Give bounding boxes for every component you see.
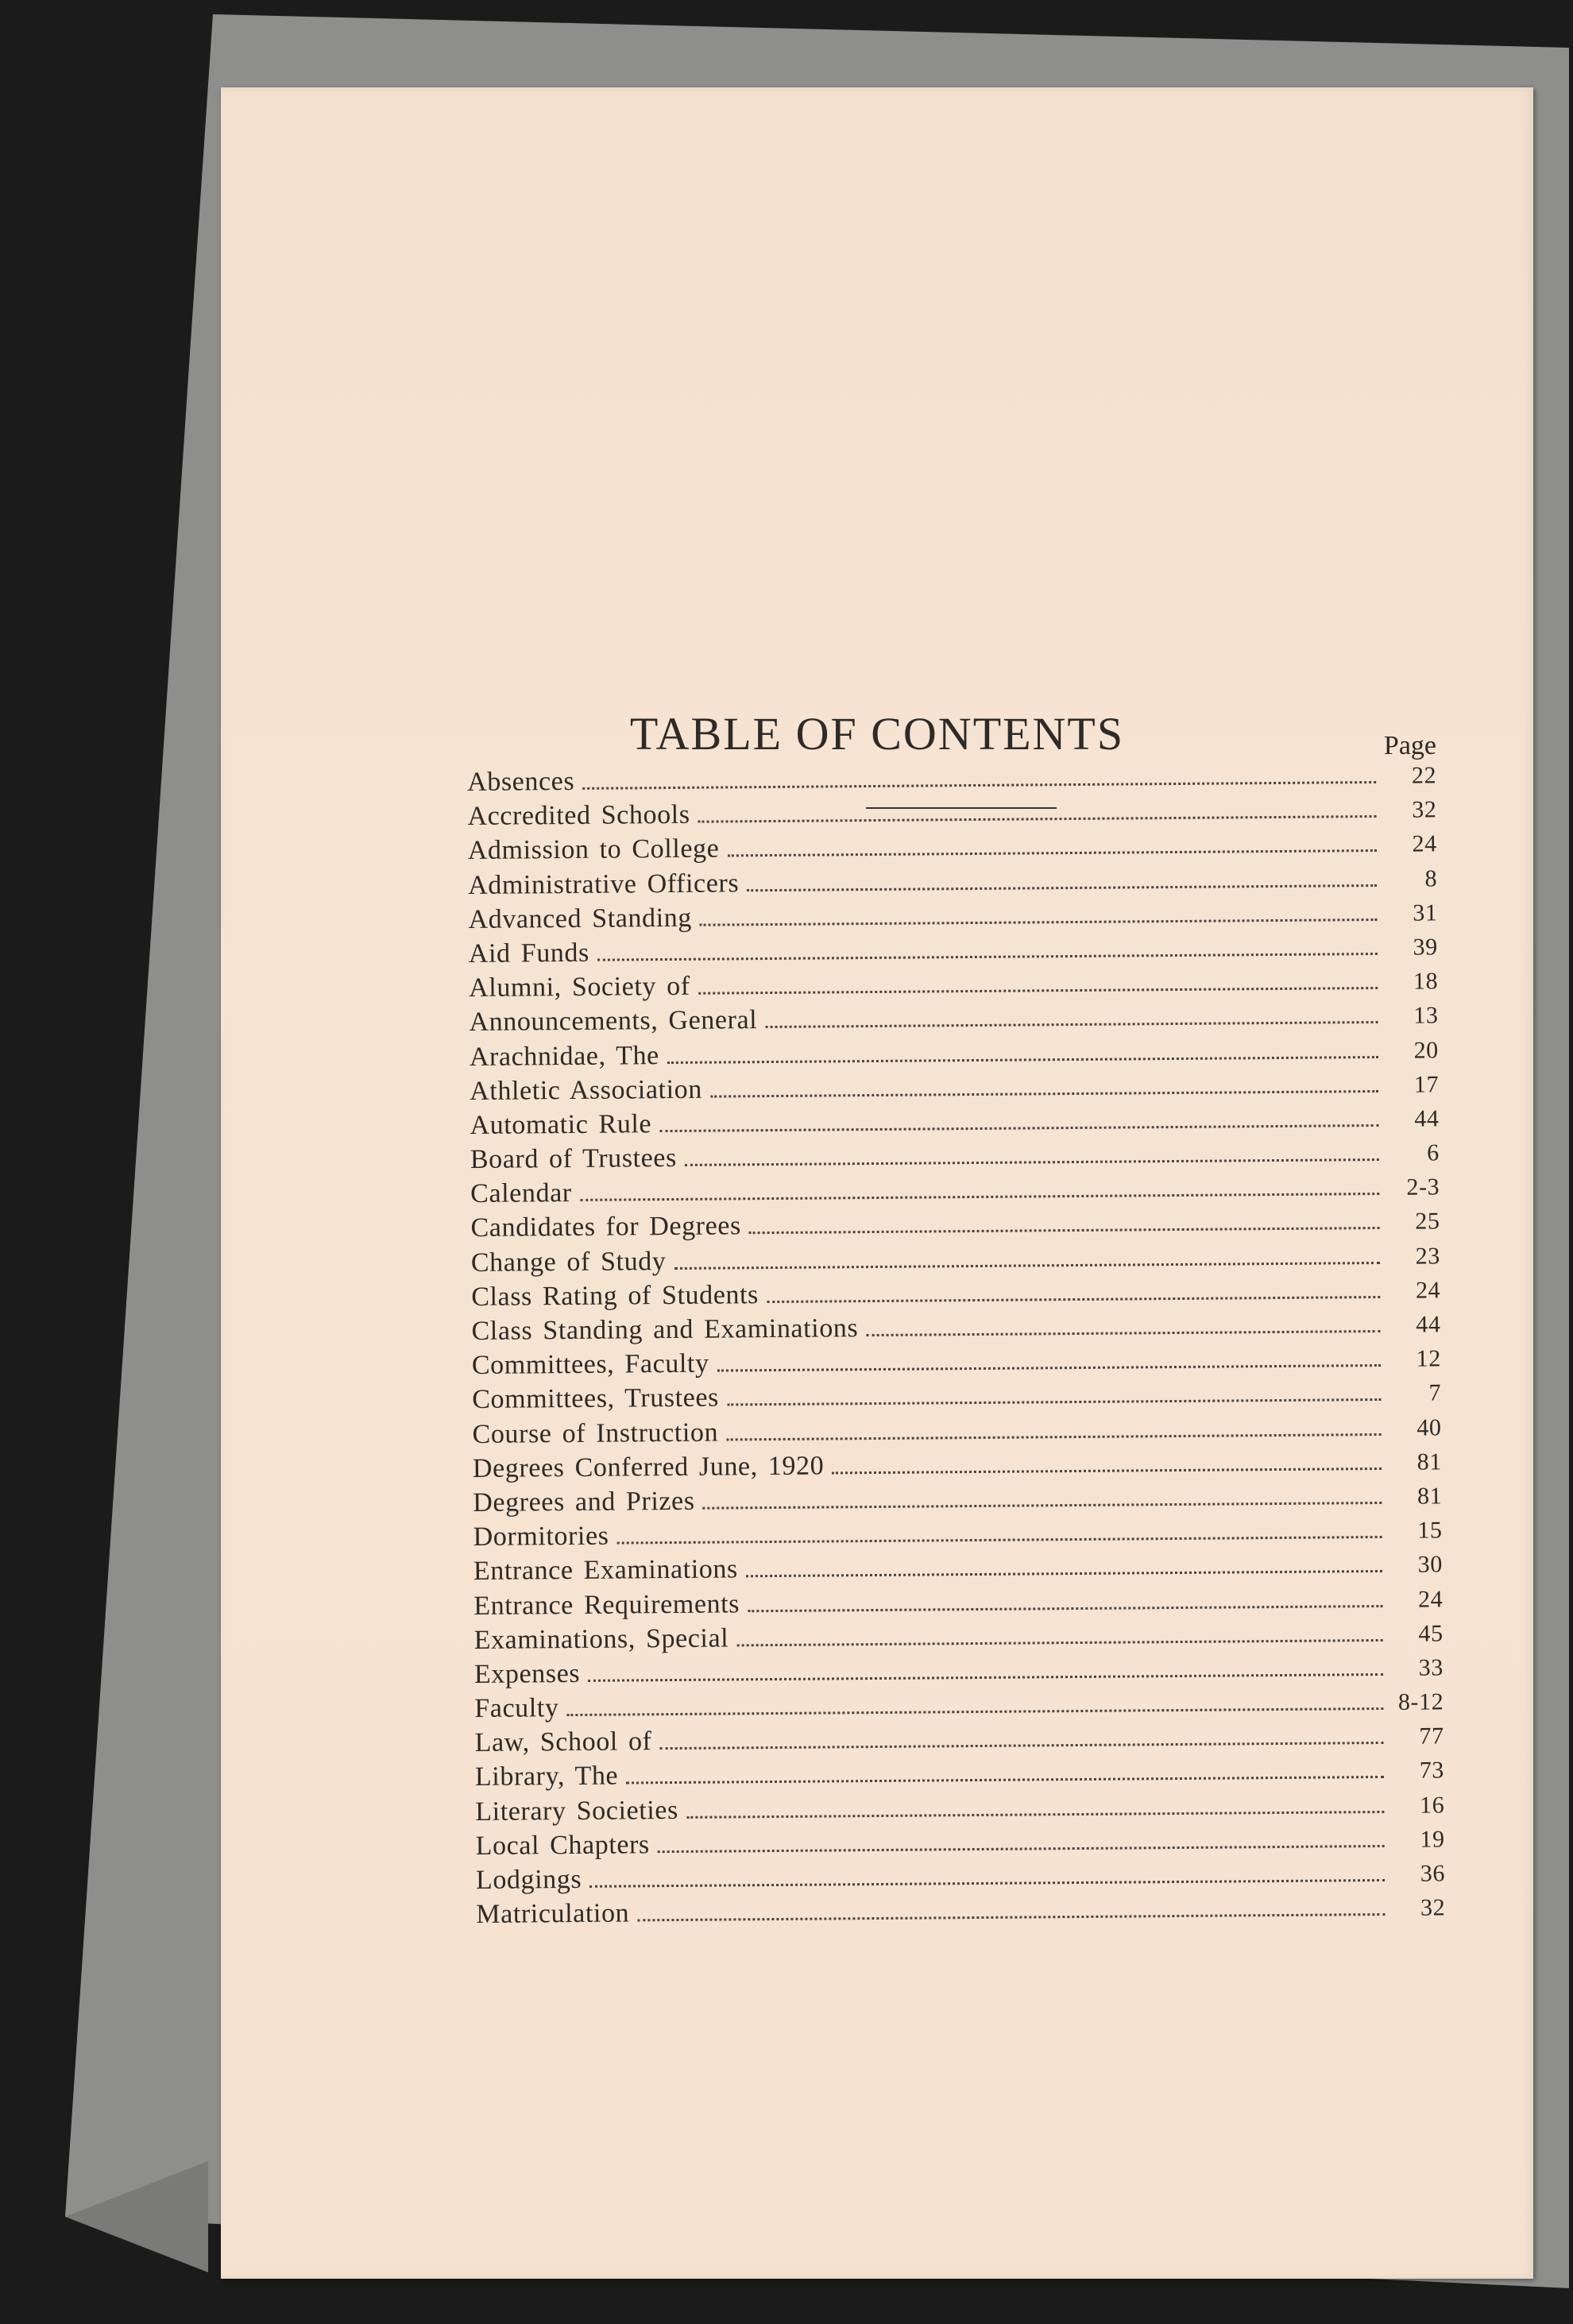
toc-entry-page: 32 bbox=[1420, 1894, 1446, 1921]
toc-entry-label: Expenses bbox=[473, 1658, 581, 1689]
toc-entry-label: Entrance Requirements bbox=[473, 1588, 740, 1621]
toc-entry-page: 44 bbox=[1414, 1105, 1440, 1132]
toc-entry-label: Absences bbox=[467, 766, 575, 797]
toc-entry-page: 24 bbox=[1417, 1585, 1444, 1613]
toc-entry-label: Athletic Association bbox=[470, 1074, 703, 1106]
toc-entry-page: 39 bbox=[1413, 934, 1438, 961]
dot-leader bbox=[582, 781, 1376, 790]
toc-entry-page: 32 bbox=[1412, 796, 1437, 823]
dot-leader bbox=[588, 1673, 1383, 1682]
dot-leader bbox=[617, 1536, 1382, 1545]
dot-leader bbox=[832, 1467, 1382, 1474]
dot-leader bbox=[659, 1124, 1378, 1132]
toc-entry-label: Dormitories bbox=[473, 1521, 609, 1553]
dot-leader bbox=[727, 1398, 1381, 1406]
dot-leader bbox=[685, 1158, 1379, 1166]
toc-entry-page: 2-3 bbox=[1406, 1174, 1440, 1201]
dot-leader bbox=[717, 1364, 1381, 1372]
dot-leader bbox=[710, 1090, 1378, 1098]
toc-entry-label: Administrative Officers bbox=[468, 868, 740, 900]
toc-entry-page: 19 bbox=[1420, 1826, 1445, 1853]
toc-entry-label: Candidates for Degrees bbox=[470, 1211, 742, 1243]
toc-entry-page: 12 bbox=[1416, 1345, 1442, 1372]
toc-entry-page: 15 bbox=[1417, 1517, 1443, 1544]
toc-entry-label: Alumni, Society of bbox=[469, 971, 690, 1003]
toc-entry-page: 17 bbox=[1413, 1071, 1440, 1098]
toc-entry-page: 81 bbox=[1416, 1448, 1443, 1475]
dot-leader bbox=[767, 1296, 1380, 1303]
dot-leader bbox=[674, 1262, 1379, 1270]
dot-leader bbox=[658, 1845, 1385, 1853]
toc-entry-page: 25 bbox=[1415, 1208, 1440, 1235]
toc-entry-label: Degrees and Prizes bbox=[473, 1486, 695, 1518]
dot-leader bbox=[597, 953, 1378, 961]
toc-entry-page: 33 bbox=[1418, 1654, 1444, 1681]
toc-entry-label: Aid Funds bbox=[468, 938, 590, 969]
toc-entry-label: Library, The bbox=[474, 1761, 619, 1792]
dot-leader bbox=[749, 1227, 1380, 1234]
toc-entry-label: Advanced Standing bbox=[468, 903, 693, 934]
toc-entry-page: 18 bbox=[1413, 968, 1439, 995]
dot-leader bbox=[747, 884, 1377, 891]
toc-entry-page: 20 bbox=[1413, 1036, 1439, 1064]
page-title: TABLE OF CONTENTS bbox=[629, 708, 1125, 760]
toc-entry-page: 36 bbox=[1420, 1860, 1446, 1887]
toc-entry-label: Change of Study bbox=[470, 1246, 667, 1278]
toc-entry-page: 8 bbox=[1424, 864, 1438, 892]
dot-leader bbox=[748, 1604, 1382, 1611]
toc-entry-page: 7 bbox=[1428, 1379, 1442, 1406]
page-column-heading: Page bbox=[1383, 731, 1436, 760]
toc-entry-page: 44 bbox=[1416, 1311, 1441, 1338]
toc-entry-label: Board of Trustees bbox=[470, 1143, 678, 1175]
dot-leader bbox=[698, 815, 1377, 823]
toc-entry-label: Matriculation bbox=[476, 1898, 630, 1930]
dot-leader bbox=[746, 1570, 1382, 1577]
dot-leader bbox=[736, 1639, 1382, 1646]
toc-entry-label: Class Rating of Students bbox=[471, 1279, 759, 1312]
dot-leader bbox=[667, 1056, 1378, 1064]
toc-entry-page: 77 bbox=[1419, 1723, 1444, 1750]
toc-entry-label: Committees, Faculty bbox=[471, 1348, 709, 1381]
dot-leader bbox=[637, 1913, 1385, 1921]
dot-leader bbox=[660, 1742, 1384, 1750]
toc-entry-label: Examinations, Special bbox=[473, 1623, 729, 1655]
toc-entry-page: 16 bbox=[1419, 1792, 1445, 1819]
dot-leader bbox=[580, 1193, 1379, 1201]
toc-list bbox=[467, 760, 1445, 1934]
dot-leader bbox=[589, 1879, 1385, 1888]
toc-entry-label: Arachnidae, The bbox=[469, 1040, 659, 1072]
toc-entry-page: 73 bbox=[1419, 1757, 1445, 1785]
toc-entry-page: 13 bbox=[1413, 1002, 1439, 1029]
toc-entry-label: Committees, Trustees bbox=[472, 1382, 720, 1415]
toc-entry-label: Calendar bbox=[470, 1178, 572, 1209]
toc-entry-label: Class Standing and Examinations bbox=[471, 1313, 859, 1346]
toc-entry-page: 30 bbox=[1417, 1551, 1444, 1578]
toc-entry-page: 23 bbox=[1415, 1243, 1440, 1270]
dot-leader bbox=[700, 918, 1378, 926]
dot-leader bbox=[765, 1021, 1378, 1028]
toc-entry-page: 81 bbox=[1416, 1483, 1443, 1510]
dot-leader bbox=[567, 1707, 1384, 1716]
toc-entry-page: 8-12 bbox=[1397, 1688, 1444, 1715]
toc-entry-page: 40 bbox=[1416, 1413, 1442, 1441]
toc-entry-page: 24 bbox=[1412, 830, 1437, 858]
toc-entry-label: Faculty bbox=[474, 1693, 559, 1724]
toc-entry-label: Lodgings bbox=[475, 1864, 582, 1895]
dot-leader bbox=[866, 1330, 1380, 1336]
toc-entry-label: Accredited Schools bbox=[467, 799, 690, 832]
toc-entry-label: Entrance Examinations bbox=[473, 1554, 738, 1587]
toc-entry-page: 22 bbox=[1411, 762, 1437, 789]
toc-entry-page: 45 bbox=[1418, 1620, 1444, 1647]
toc-entry-label: Admission to College bbox=[467, 833, 720, 866]
dot-leader bbox=[686, 1811, 1384, 1819]
dot-leader bbox=[726, 1433, 1381, 1440]
dot-leader bbox=[703, 1502, 1382, 1510]
dot-leader bbox=[626, 1776, 1384, 1784]
toc-entry-label: Course of Instruction bbox=[472, 1417, 719, 1449]
dot-leader bbox=[698, 987, 1378, 995]
toc-entry-label: Announcements, General bbox=[469, 1005, 758, 1038]
toc-entry-page: 31 bbox=[1413, 899, 1438, 926]
toc-entry-label: Literary Societies bbox=[475, 1795, 679, 1827]
toc-entry-page: 24 bbox=[1415, 1277, 1441, 1304]
toc-entry-label: Degrees Conferred June, 1920 bbox=[472, 1451, 825, 1483]
toc-entry-label: Automatic Rule bbox=[470, 1109, 652, 1140]
toc-entry-label: Law, School of bbox=[474, 1727, 652, 1758]
toc-entry-page: 6 bbox=[1427, 1139, 1440, 1166]
dot-leader bbox=[727, 849, 1376, 857]
toc-entry-label: Local Chapters bbox=[475, 1830, 650, 1861]
